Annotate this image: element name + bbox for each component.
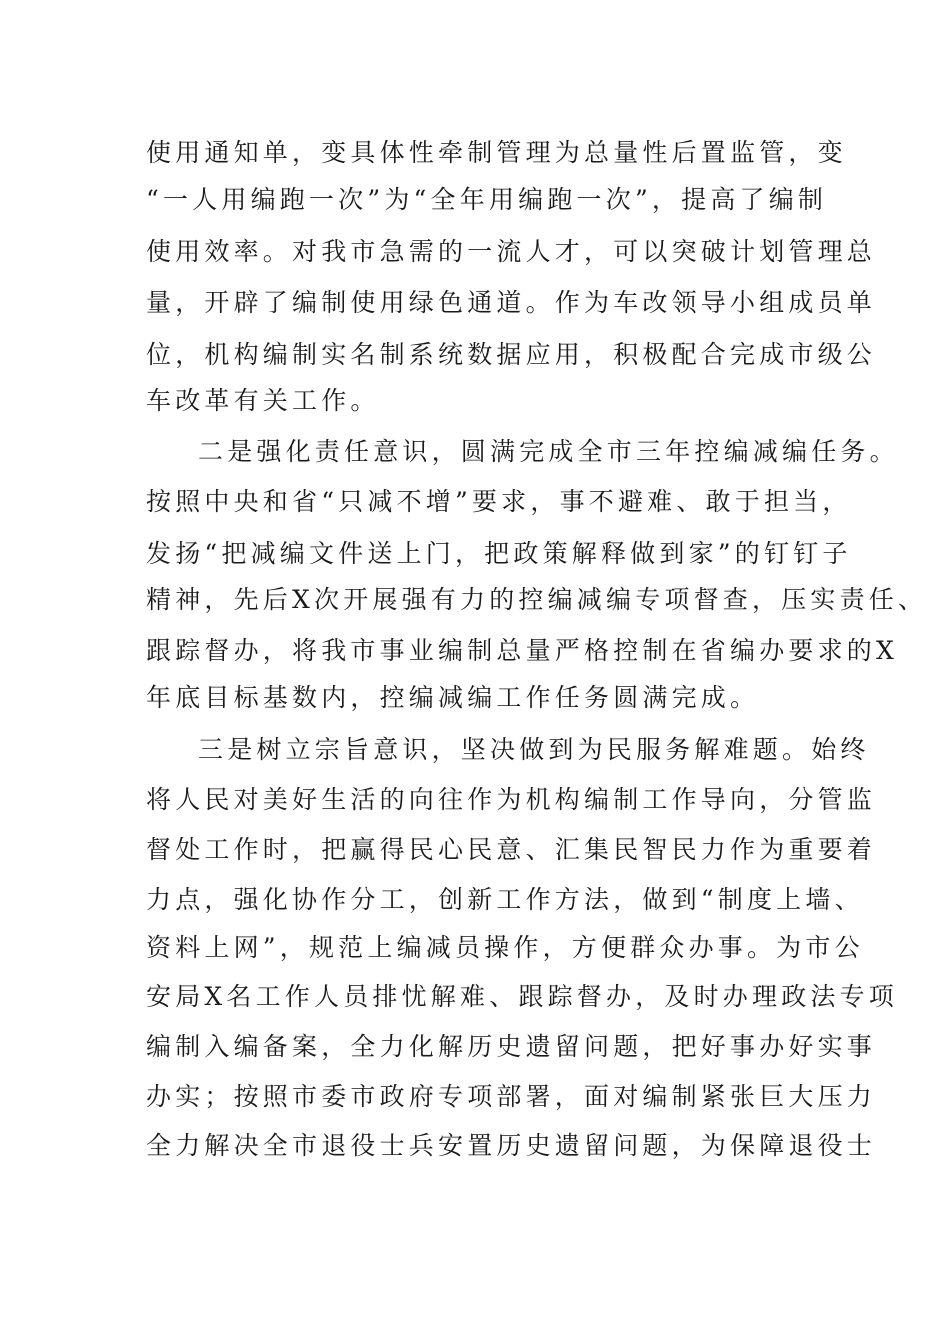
text-line: 安局X名工作人员排忧解难、跟踪督办，及时办理政法专项 [146,982,899,1011]
text-line: 车改革有关工作。 [146,386,380,415]
text-line: 资料上网”，规范上编减员操作，方便群众办事。为市公 [146,933,864,962]
text-line: 年底目标基数内，控编减编工作任务圆满完成。 [146,683,760,712]
text-line: 将人民对美好生活的向往作为机构编制工作导向，分管监 [146,785,877,814]
text-line: 督处工作时，把赢得民心民意、汇集民智民力作为重要着 [146,835,877,864]
text-line: 力点，强化协作分工，创新工作方法，做到“制度上墙、 [146,885,864,914]
text-line: 使用通知单，变具体性牵制管理为总量性后置监管，变 [146,138,847,167]
text-line: 按照中央和省“只减不增”要求，事不避难、敢于担当， [146,487,852,516]
text-line: 编制入编备案，全力化解历史遗留问题，把好事办好实事 [146,1032,877,1061]
text-line: 精神，先后X次开展强有力的控编减编专项督查，压实责任、 [146,585,928,614]
paragraph-start-line: 三是树立宗旨意识，坚决做到为民服务解难题。始终 [198,735,870,764]
paragraph-start-line: 二是强化责任意识，圆满完成全市三年控编减编任务。 [198,437,899,466]
text-line: 全力解决全市退役士兵安置历史遗留问题，为保障退役士 [146,1131,877,1160]
text-line: 发扬“把减编文件送上门，把政策解释做到家”的钉钉子 [146,539,852,568]
text-line: 使用效率。对我市急需的一流人才，可以突破计划管理总 [146,237,877,266]
text-line: 跟踪督办，将我市事业编制总量严格控制在省编办要求的X [146,636,899,665]
text-line: 办实；按照市委市政府专项部署，面对编制紧张巨大压力 [146,1082,877,1111]
text-line: 量，开辟了编制使用绿色通道。作为车改领导小组成员单 [146,288,877,317]
text-line: 位，机构编制实名制系统数据应用，积极配合完成市级公 [146,340,877,369]
text-line: “一人用编跑一次”为“全年用编跑一次”，提高了编制 [146,185,828,214]
